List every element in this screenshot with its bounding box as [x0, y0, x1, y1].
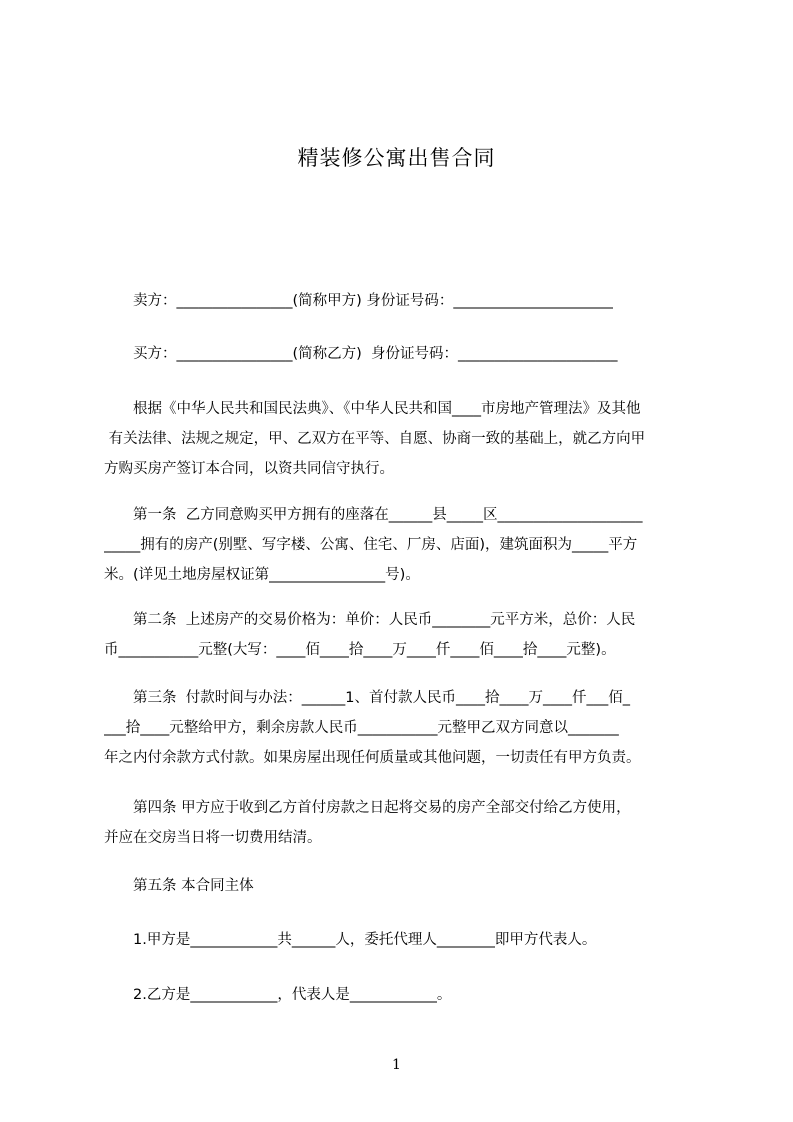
article-5-item-1-text: 1.甲方是____________共______人，委托代理人________即甲方代表人。 [104, 932, 597, 948]
seller-line-text: 卖方：________________(简称甲方) 身份证号码：______________________ [104, 293, 613, 309]
article-3-line: 第三条 付款时间与办法：______1、首付款人民币____拾____万____仟___佰_ [104, 690, 630, 706]
article-5-item-1 [104, 925, 702, 955]
article-2-line: 第二条 上述房产的交易价格为：单价：人民币________元平方米，总价：人民 [104, 612, 636, 628]
article-3-line: ___拾____元整给甲方，剩余房款人民币___________元整甲乙双方同意以_______ [104, 720, 619, 736]
page-number: 1 [392, 1057, 401, 1073]
preamble-line: 方购买房产签订本合同，以资共同信守执行。 [104, 461, 394, 477]
preamble-line: 有关法律、法规之规定，甲、乙双方在平等、自愿、协商一致的基础上，就乙方向甲 [104, 431, 646, 447]
article-3-paragraph [104, 683, 702, 773]
article-1-line: _____拥有的房产(别墅、写字楼、公寓、住宅、厂房、店面)，建筑面积为_____平方 [104, 537, 638, 553]
article-5-heading [104, 871, 702, 901]
article-4-line: 第四条 甲方应于收到乙方首付房款之日起将交易的房产全部交付给乙方使用， [104, 800, 631, 816]
preamble-line: 根据《中华人民共和国民法典》、《中华人民共和国____市房地产管理法》及其他 [104, 401, 641, 417]
article-1-paragraph [104, 500, 702, 590]
document-title: 精装修公寓出售合同 [297, 146, 496, 170]
article-5-heading-text: 第五条 本合同主体 [104, 878, 254, 894]
article-4-line: 并应在交房当日将一切费用结清。 [104, 830, 322, 846]
buyer-line [104, 339, 702, 369]
preamble-paragraph [104, 394, 702, 484]
article-1-line: 第一条 乙方同意购买甲方拥有的座落在______县_____区____________________ [104, 507, 643, 523]
article-3-line: 年之内付余款方式付款。如果房屋出现任何质量或其他问题，一切责任有甲方负责。 [104, 750, 641, 766]
article-2-line: 币___________元整(大写：____佰____拾____万____仟____佰____拾____元整)。 [104, 642, 616, 658]
article-1-line: 米。(详见土地房屋权证第________________号)。 [104, 567, 420, 583]
article-4-paragraph [104, 793, 702, 853]
article-5-item-2-text: 2.乙方是____________，代表人是____________。 [104, 987, 452, 1003]
seller-line [104, 286, 702, 316]
article-2-paragraph [104, 605, 702, 665]
buyer-line-text: 买方：________________(简称乙方) 身份证号码：______________________ [104, 346, 618, 362]
article-5-item-2 [104, 980, 702, 1010]
